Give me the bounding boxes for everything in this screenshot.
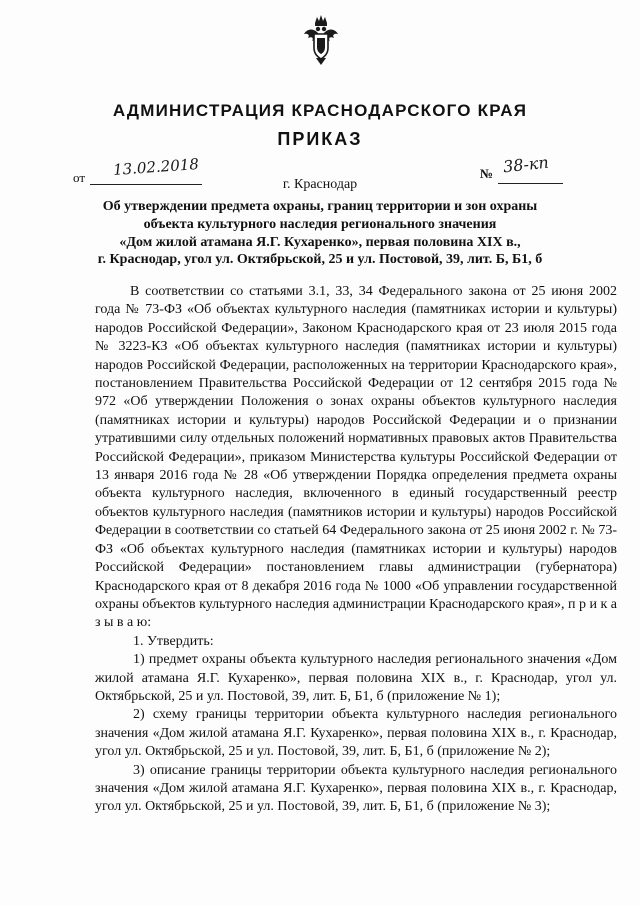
title-line: Об утверждении предмета охраны, границ территории и зон охраны — [102, 199, 538, 214]
title-line: объекта культурного наследия регионального значения — [143, 216, 497, 232]
document-type: ПРИКАЗ — [277, 129, 363, 149]
document-title — [90, 198, 550, 269]
document-body — [95, 283, 617, 817]
number-label: № — [480, 166, 494, 181]
order-subitem: 3) описание границы территории объекта культурного наследия регионального значения «Дом жилой атамана Я.Г. Кухаренко», первая половина XIX в., г. Краснодар, угол ул. Октябрьской, 25 и ул. Постовой, 39, лит. Б, Б1, б (приложение № 3); — [95, 762, 617, 815]
date-label: от — [73, 170, 86, 185]
handwritten-date: 13.02.2018 — [112, 155, 200, 179]
preamble-paragraph: В соответствии со статьями 3.1, 33, 34 Федерального закона от 25 июня 2002 года № 73-ФЗ «Об объектах культурного наследия (памятниках истории и культуры) народов Российской Федерации», Законом Краснодарского края от 23 июля 2015 года № 3223-КЗ «Об объектах культурного наследия (памятниках истории и культуры) народов Российской Федерации, расположенных на территории Краснодарского края», постановлением Правительства Российской Федерации от 12 сентября 2015 года № 972 «Об утверждении Положения о зонах охраны объектов культурного наследия (памятниках истории и культуры) народов Российской Федерации и о признании утратившими силу отдельных положений нормативных правовых актов Правительства Российской Федерации», приказом Министерства культуры Российской Федерации от 13 января 2016 года № 28 «Об утверждении Порядка определения предмета охраны объекта культурного наследия, включенного в единый государственный реестр объектов культурного наследия (памятников истории и культуры) народов Российской Федерации в соответствии со статьей 64 Федерального закона от 25 июня 2002 г. № 73-ФЗ «Об объектах культурного наследия (памятниках истории и культуры) народов Российской Федерации» постановлением главы администрации (губернатора) Краснодарского края от 8 декабря 2016 года № 1000 «Об управлении государственной охраны объектов культурного наследия администрации Краснодарского края», п р и к а з ы в а ю: — [95, 284, 617, 631]
title-line: «Дом жилой атамана Я.Г. Кухаренко», первая половина XIX в., — [119, 234, 521, 250]
order-subitem: 2) схему границы территории объекта культурного наследия регионального значения «Дом жилой атамана Я.Г. Кухаренко», первая половина XIX в., г. Краснодар, угол ул. Октябрьской, 25 и ул. Постовой, 39, лит. Б, Б1, б (приложение № 2); — [95, 707, 617, 760]
order-subitem: 1) предмет охраны объекта культурного наследия регионального значения «Дом жилой атамана Я.Г. Кухаренко», первая половина XIX в., г. Краснодар, угол ул. Октябрьской, 25 и ул. Постовой, 39, лит. Б, Б1, б (приложение № 1); — [95, 652, 617, 704]
city: г. Краснодар — [282, 177, 358, 192]
organization-name: АДМИНИСТРАЦИЯ КРАСНОДАРСКОГО КРАЯ — [112, 101, 528, 120]
title-line: г. Краснодар, угол ул. Октябрьской, 25 и ул. Постовой, 39, лит. Б, Б1, б — [97, 252, 543, 268]
handwritten-number: 38-кп — [502, 152, 550, 177]
coat-of-arms-icon — [303, 14, 339, 66]
order-item: 1. Утвердить: — [133, 633, 214, 649]
